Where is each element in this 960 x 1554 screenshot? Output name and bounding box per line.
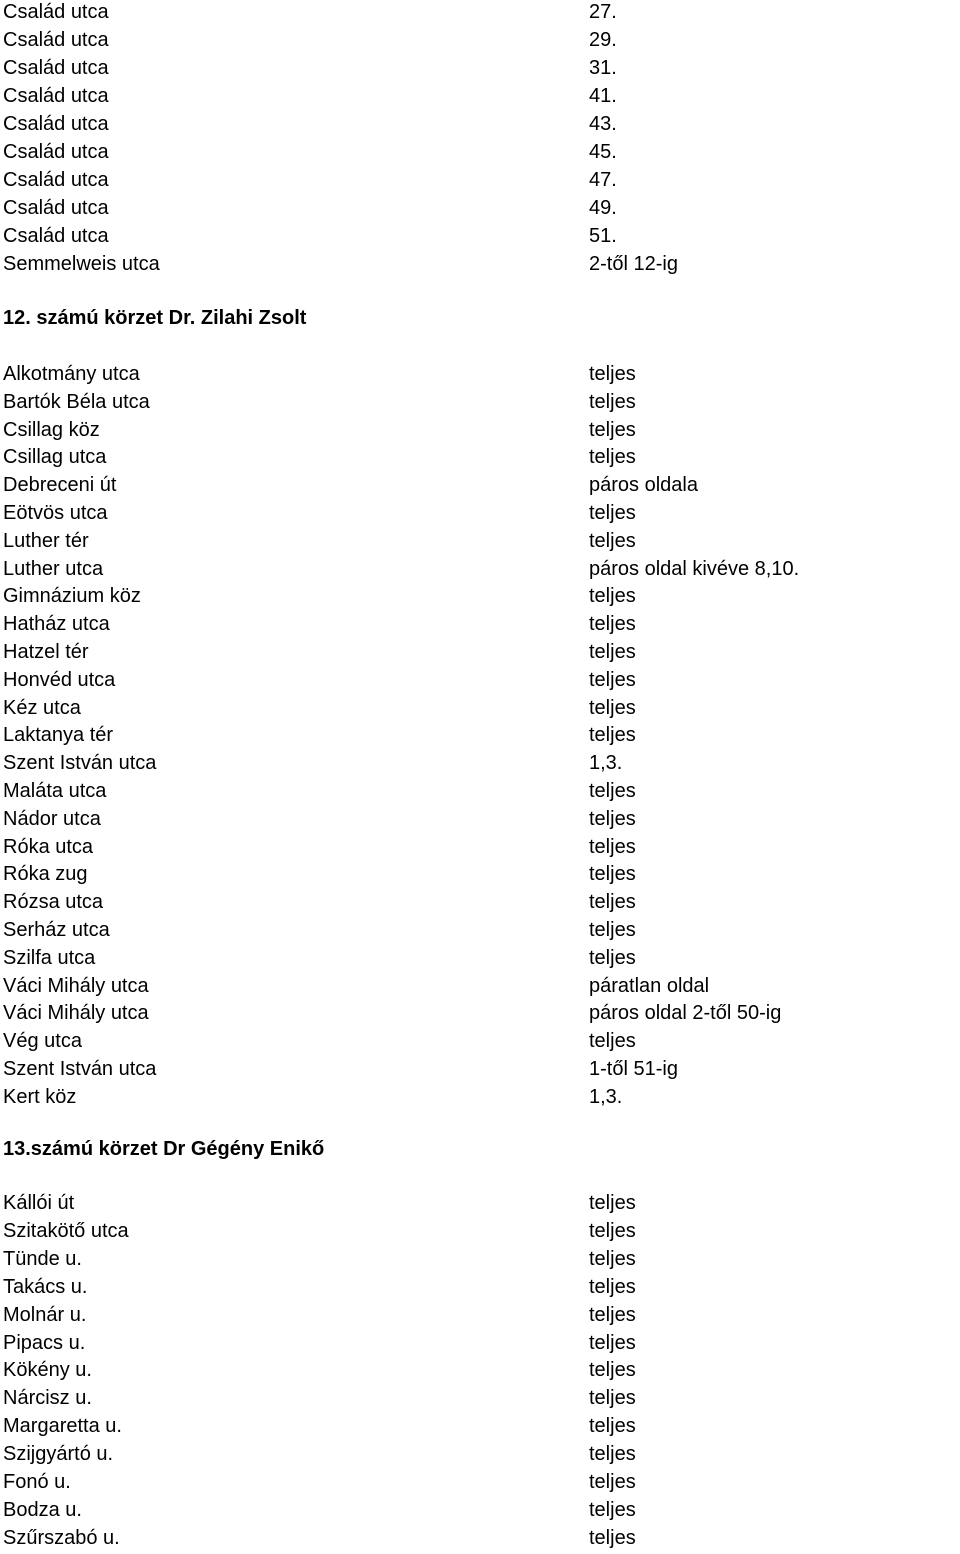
street-name: Csillag utca [3, 446, 107, 469]
street-row [0, 445, 960, 473]
street-coverage: 2-től 12-ig [589, 253, 678, 275]
street-coverage: teljes [589, 363, 636, 385]
street-coverage: 1,3. [589, 752, 623, 775]
street-coverage: 1,3. [589, 1085, 623, 1108]
street-row [0, 1001, 960, 1029]
street-row [0, 584, 960, 612]
street-coverage: 31. [589, 57, 617, 79]
street-row [0, 723, 960, 751]
street-name: Kert köz [3, 1085, 77, 1108]
street-coverage: teljes [589, 641, 636, 663]
street-coverage: páros oldala [589, 474, 698, 497]
street-coverage: teljes [589, 390, 636, 413]
street-name: Szűrszabó u. [3, 1526, 120, 1549]
street-row [0, 557, 960, 585]
street-coverage: páros oldal kivéve 8,10. [589, 557, 800, 580]
street-name: Pipacs u. [3, 1331, 86, 1354]
street-name: Luther tér [3, 529, 89, 552]
street-name: Alkotmány utca [3, 363, 140, 385]
street-name: Gimnázium köz [3, 585, 141, 608]
street-name: Szijgyártó u. [3, 1443, 114, 1466]
street-row [0, 751, 960, 779]
street-row [0, 862, 960, 890]
street-coverage: teljes [589, 1415, 636, 1438]
street-row [0, 946, 960, 974]
street-row [0, 196, 960, 224]
street-name: Semmelweis utca [3, 253, 160, 275]
street-row [0, 140, 960, 168]
street-row [0, 1386, 960, 1414]
street-coverage: teljes [589, 585, 636, 608]
street-coverage: teljes [589, 1219, 636, 1242]
street-coverage: teljes [589, 529, 636, 552]
street-name: Honvéd utca [3, 668, 116, 691]
street-name: Család utca [3, 29, 109, 51]
street-row [0, 224, 960, 252]
street-name: Tünde u. [3, 1247, 82, 1270]
street-row [0, 696, 960, 724]
street-name: Róka zug [3, 863, 88, 886]
street-coverage: teljes [589, 696, 636, 719]
street-coverage: 45. [589, 141, 617, 163]
street-name: Hatház utca [3, 613, 110, 636]
street-coverage: teljes [589, 1387, 636, 1410]
street-row [0, 835, 960, 863]
street-row [0, 56, 960, 84]
street-name: Család utca [3, 225, 109, 247]
street-name: Család utca [3, 57, 109, 79]
street-name: Család utca [3, 85, 109, 107]
street-row [0, 84, 960, 112]
street-row [0, 807, 960, 835]
street-coverage: teljes [589, 1192, 636, 1214]
street-row [0, 112, 960, 140]
street-name: Család utca [3, 197, 109, 219]
street-row [0, 1498, 960, 1526]
street-coverage: teljes [589, 1303, 636, 1326]
street-name: Váci Mihály utca [3, 974, 149, 997]
street-row [0, 252, 960, 280]
street-coverage: teljes [589, 1275, 636, 1298]
street-name: Család utca [3, 169, 109, 191]
street-name: Szitakötő utca [3, 1219, 129, 1242]
street-coverage: teljes [589, 919, 636, 941]
street-name: Vég utca [3, 1030, 82, 1053]
street-row [0, 390, 960, 418]
street-coverage: 47. [589, 169, 617, 191]
street-name: Hatzel tér [3, 641, 89, 663]
street-coverage: teljes [589, 946, 636, 969]
street-coverage: teljes [589, 1443, 636, 1466]
street-row [0, 612, 960, 640]
street-coverage: teljes [589, 1359, 636, 1382]
street-row [0, 418, 960, 446]
street-coverage: teljes [589, 863, 636, 886]
street-name: Nádor utca [3, 807, 101, 830]
street-row [0, 501, 960, 529]
street-coverage: teljes [589, 1247, 636, 1270]
street-coverage: teljes [589, 780, 636, 802]
street-coverage: teljes [589, 502, 636, 524]
street-row [0, 974, 960, 1002]
street-row [0, 1029, 960, 1057]
street-coverage: teljes [589, 724, 636, 747]
street-row [0, 1247, 960, 1275]
street-coverage: teljes [589, 835, 636, 858]
street-name: Kéz utca [3, 696, 81, 719]
district-13-heading: 13.számú körzet Dr Gégény Enikő [3, 1138, 325, 1160]
street-name: Fonó u. [3, 1471, 71, 1493]
street-name: Debreceni út [3, 474, 117, 497]
street-name: Bartók Béla utca [3, 390, 150, 413]
street-coverage: teljes [589, 807, 636, 830]
street-row [0, 529, 960, 557]
street-coverage: 51. [589, 225, 617, 247]
street-coverage: teljes [589, 891, 636, 914]
street-name: Serház utca [3, 919, 110, 941]
street-row [0, 890, 960, 918]
street-row [0, 1085, 960, 1113]
street-name: Bodza u. [3, 1498, 82, 1521]
street-row [0, 1470, 960, 1498]
street-coverage: 49. [589, 197, 617, 219]
street-coverage: 29. [589, 29, 617, 51]
street-coverage: 41. [589, 85, 617, 107]
street-name: Kökény u. [3, 1359, 92, 1382]
street-row [0, 1275, 960, 1303]
street-coverage: teljes [589, 1471, 636, 1493]
street-name: Laktanya tér [3, 724, 114, 747]
street-coverage: 43. [589, 113, 617, 135]
street-row [0, 362, 960, 390]
street-row [0, 1219, 960, 1247]
street-coverage: teljes [589, 1498, 636, 1521]
street-name: Takács u. [3, 1275, 88, 1298]
street-row [0, 168, 960, 196]
street-coverage: teljes [589, 1030, 636, 1053]
street-row [0, 1331, 960, 1359]
street-row [0, 1303, 960, 1331]
street-row [0, 779, 960, 807]
street-coverage: páros oldal 2-től 50-ig [589, 1002, 782, 1025]
street-name: Molnár u. [3, 1303, 87, 1326]
street-name: Csillag köz [3, 418, 100, 441]
street-name: Róka utca [3, 835, 94, 858]
street-row [0, 1414, 960, 1442]
street-name: Szilfa utca [3, 946, 96, 969]
street-coverage: teljes [589, 668, 636, 691]
street-name: Rózsa utca [3, 891, 104, 914]
street-row [0, 918, 960, 946]
street-name: Család utca [3, 113, 109, 135]
street-name: Eötvös utca [3, 502, 108, 524]
street-name: Szent István utca [3, 1058, 157, 1080]
street-coverage: teljes [589, 446, 636, 469]
street-name: Margaretta u. [3, 1415, 122, 1438]
street-row [0, 473, 960, 501]
street-coverage: 1-től 51-ig [589, 1058, 678, 1080]
street-name: Luther utca [3, 557, 104, 580]
street-coverage: páratlan oldal [589, 974, 710, 997]
street-name: Kállói út [3, 1192, 75, 1214]
street-row [0, 1057, 960, 1085]
street-row [0, 0, 960, 28]
street-name: Nárcisz u. [3, 1387, 92, 1410]
street-name: Család utca [3, 1, 109, 23]
street-coverage: 27. [589, 1, 617, 23]
street-coverage: teljes [589, 1331, 636, 1354]
street-row [0, 28, 960, 56]
street-coverage: teljes [589, 613, 636, 636]
street-row [0, 1358, 960, 1386]
street-row [0, 640, 960, 668]
street-coverage: teljes [589, 418, 636, 441]
street-name: Család utca [3, 141, 109, 163]
street-coverage: teljes [589, 1526, 636, 1549]
street-row [0, 1442, 960, 1470]
district-12-heading: 12. számú körzet Dr. Zilahi Zsolt [3, 307, 307, 329]
street-name: Szent István utca [3, 752, 157, 775]
street-row [0, 668, 960, 696]
street-name: Maláta utca [3, 780, 107, 802]
street-row [0, 1191, 960, 1219]
street-name: Váci Mihály utca [3, 1002, 149, 1025]
